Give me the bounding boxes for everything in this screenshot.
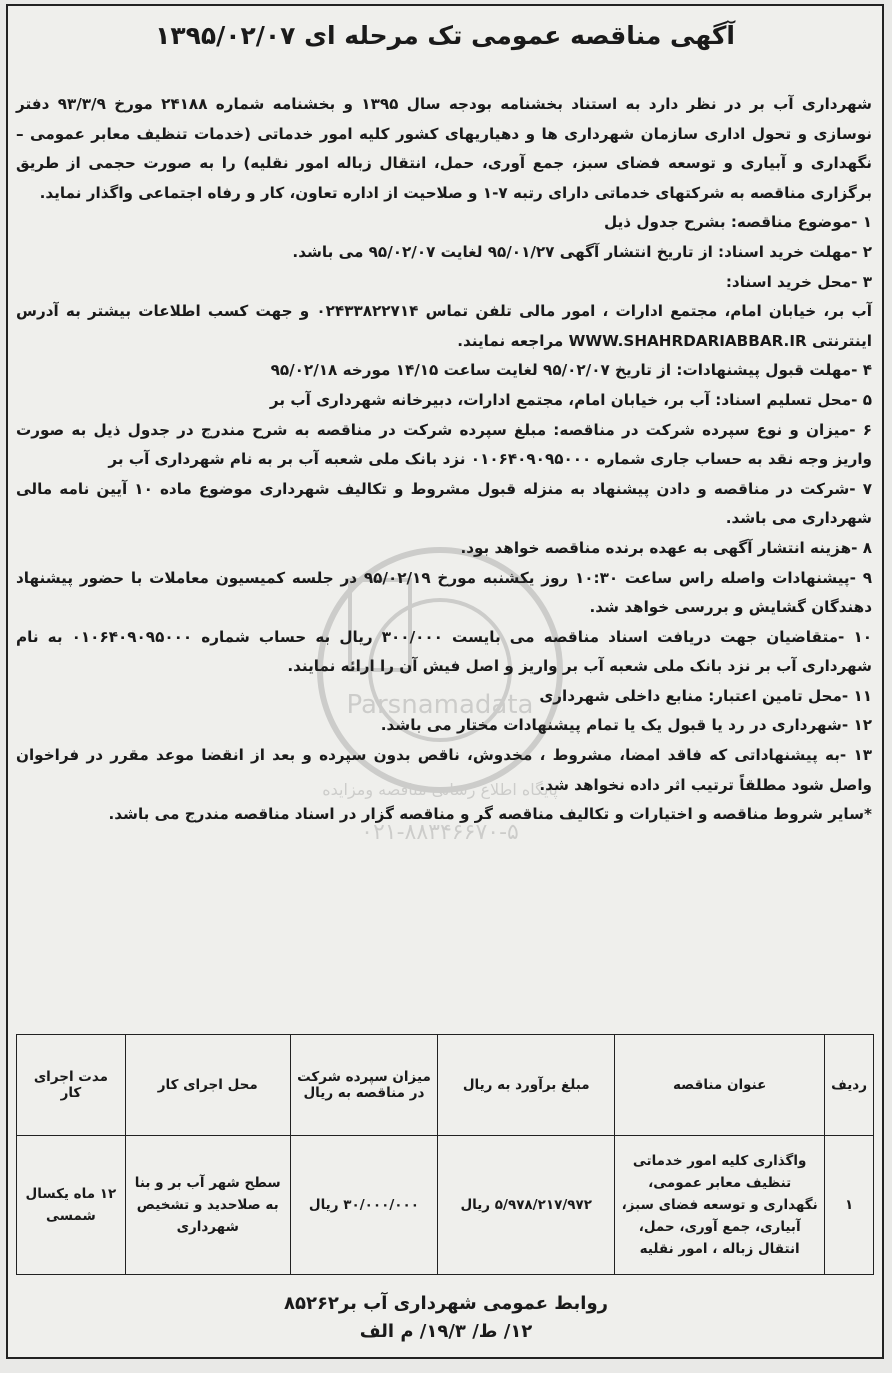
notice-intro: شهرداری آب بر در نظر دارد به استناد بخشنامه بودجه سال ۱۳۹۵ و بخشنامه شماره ۲۴۱۸۸ مورخ ۹۳/۳/۹ دفتر نوسازی و تحول اداری سازمان شهرداری ها و دهیاریهای کشور کلیه امور خدماتی (خدمات تنظیف معابر عمومی –نگهداری و آبیاری و توسعه فضای سبز، جمع آوری، حمل، انتقال زباله امور نقلیه) را به صورت حجمی از طریق برگزاری مناقصه به شرکتهای خدماتی دارای رتبه ۷-۱ و صلاحیت از اداره تعاون، کار و رفاه اجتماعی واگذار نماید. bbox=[16, 95, 872, 202]
item-purchase-place-detail bbox=[16, 297, 872, 356]
cell-duration: ۱۲ ماه یکسال شمسی bbox=[17, 1136, 126, 1275]
header-row-number: ردیف bbox=[825, 1035, 874, 1136]
cell-estimate: ۵/۹۷۸/۲۱۷/۹۷۲ ریال bbox=[438, 1136, 615, 1275]
item-deposit: ۶ -میزان و نوع سپرده شرکت در مناقصه: مبلغ سپرده شرکت در مناقصه به شرح مندرج در جدول ذیل به صورت واریز وجه نقد به حساب جاری شماره ۰۱۰۶۴۰۹۰۹۵۰۰۰ نزد بانک ملی شعبه آب بر به نام شهرداری آب بر bbox=[16, 420, 872, 469]
header-place: محل اجرای کار bbox=[125, 1035, 290, 1136]
tender-table-header bbox=[17, 1035, 874, 1136]
notice-footer bbox=[0, 1290, 892, 1346]
cell-place: سطح شهر آب بر و بنا به صلاحدید و تشخیص شهرداری bbox=[125, 1136, 290, 1275]
header-title: عنوان مناقصه bbox=[615, 1035, 825, 1136]
item-subject: ۱ -موضوع مناقصه: بشرح جدول ذیل bbox=[604, 213, 872, 232]
item-submission-place: ۵ -محل تسلیم اسناد: آب بر، خیابان امام، مجتمع ادارات، دبیرخانه شهرداری آب بر bbox=[269, 390, 872, 409]
item-funding: ۱۱ -محل تامین اعتبار: منابع داخلی شهرداری bbox=[539, 686, 872, 705]
item-rights: ۱۲ -شهرداری در رد یا قبول یک یا تمام پیشنهادات مختار می باشد. bbox=[380, 716, 872, 735]
footer-publisher: روابط عمومی شهرداری آب بر۸۵۲۶۲ bbox=[283, 1293, 609, 1314]
header-duration: مدت اجرای کار bbox=[17, 1035, 126, 1136]
item-opening: ۹ -پیشنهادات واصله راس ساعت ۱۰:۳۰ روز یکشنبه مورخ ۹۵/۰۲/۱۹ در جلسه کمیسیون معاملات با حضور پیشنهاد دهندگان گشایش و بررسی خواهد شد. bbox=[16, 568, 873, 617]
notice-title: آگهی مناقصه عمومی تک مرحله ای ۱۳۹۵/۰۲/۰۷ bbox=[155, 21, 735, 50]
purchase-place-tail: مراجعه نمایند. bbox=[457, 331, 564, 350]
header-estimate: مبلغ برآورد به ریال bbox=[438, 1035, 615, 1136]
item-invalid-proposals: ۱۳ -به پیشنهاداتی که فاقد امضا، مشروط ، مخدوش، ناقص بدون سپرده و بعد از انقضا موعد مقرر در فراخوان واصل شود مطلقاً ترتیب اثر داده نخواهد شد. bbox=[16, 746, 872, 794]
notice-body bbox=[8, 90, 882, 830]
item-ad-cost: ۸ -هزینه انتشار آگهی به عهده برنده مناقصه خواهد بود. bbox=[460, 538, 872, 557]
item-other-conditions: *سایر شروط مناقصه و اختیارات و تکالیف مناقصه گر و مناقصه گزار در اسناد مناقصه مندرج می باشد. bbox=[108, 805, 872, 824]
footer-reference: ۱۲/ ط/ ۱۹/۳/ م الف bbox=[359, 1321, 533, 1342]
purchase-place-text: آب بر، خیابان امام، مجتمع ادارات ، امور مالی تلفن تماس ۰۲۴۳۳۸۲۲۷۱۴ و جهت کسب اطلاعات بیشتر به آدرس اینترنتی bbox=[16, 302, 872, 350]
tender-table bbox=[16, 1034, 874, 1275]
item-purchase-place: ۳ -محل خرید اسناد: bbox=[725, 272, 872, 291]
item-document-fee: ۱۰ -متقاضیان جهت دریافت اسناد مناقصه می بایست ۳۰۰/۰۰۰ ریال به حساب شماره ۰۱۰۶۴۰۹۰۹۵۰۰۰ به نام شهرداری آب بر نزد بانک ملی شعبه آب بر واریز و اصل فیش آن را ارائه نمایند. bbox=[16, 627, 872, 676]
item-participation: ۷ -شرکت در مناقصه و دادن پیشنهاد به منزله قبول مشروط و تکالیف شهرداری موضوع ماده ۱۰ آیین نامه مالی شهرداری می باشد. bbox=[16, 479, 872, 528]
cell-deposit: ۳۰/۰۰۰/۰۰۰ ریال bbox=[290, 1136, 438, 1275]
website-link[interactable]: WWW.SHAHRDARIABBAR.IR bbox=[568, 331, 807, 350]
cell-title: واگذاری کلیه امور خدماتی تنظیف معابر عمومی، نگهداری و توسعه فضای سبز، آبیاری، جمع آوری، حمل، انتقال زباله ، امور نقلیه bbox=[615, 1136, 825, 1275]
item-proposal-deadline: ۴ -مهلت قبول پیشنهادات: از تاریخ ۹۵/۰۲/۰۷ لغایت ساعت ۱۴/۱۵ مورخه ۹۵/۰۲/۱۸ bbox=[270, 361, 872, 380]
item-purchase-deadline: ۲ -مهلت خرید اسناد: از تاریخ انتشار آگهی ۹۵/۰۱/۲۷ لغایت ۹۵/۰۲/۰۷ می باشد. bbox=[292, 242, 872, 261]
header-deposit: میزان سپرده شرکت در مناقصه به ریال bbox=[290, 1035, 438, 1136]
cell-row-number: ۱ bbox=[825, 1136, 874, 1275]
table-row bbox=[17, 1136, 874, 1275]
